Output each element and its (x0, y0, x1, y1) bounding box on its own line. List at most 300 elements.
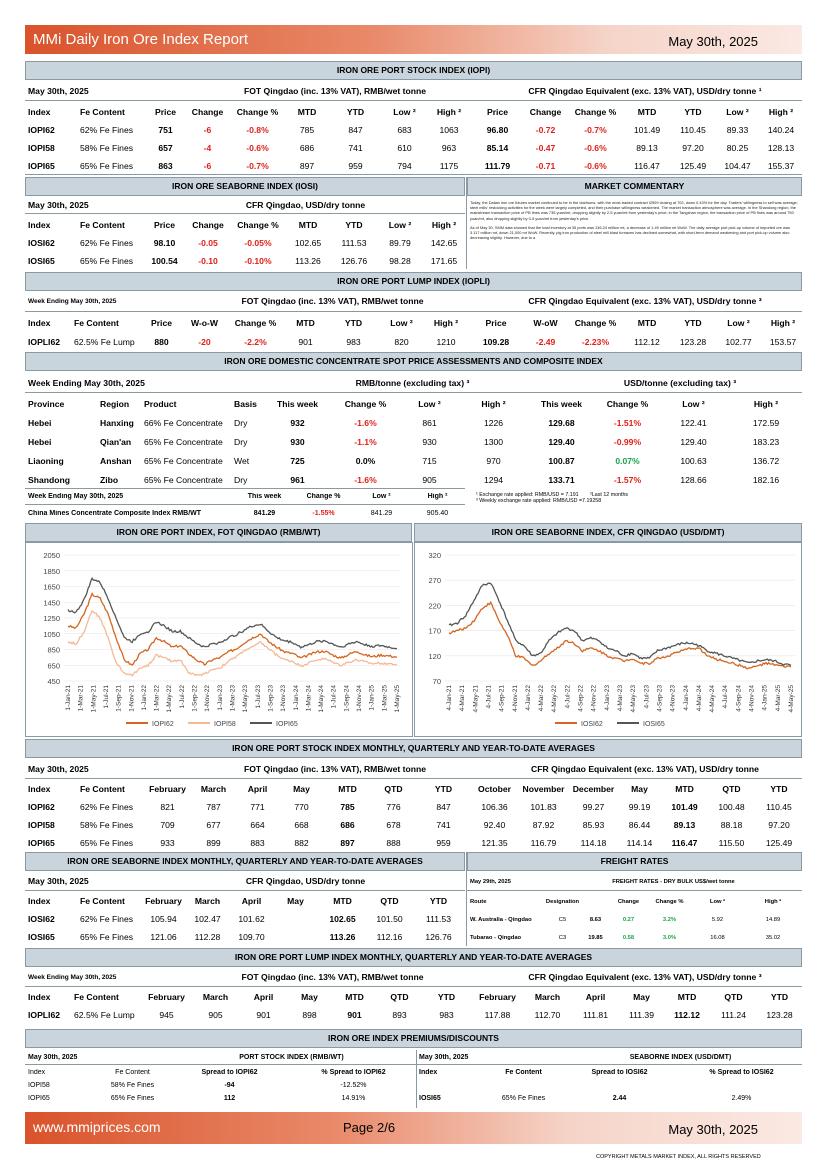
table-cell: 901 (256, 1010, 271, 1020)
table-cell: 65% Fe Concentrate (144, 474, 223, 485)
column-header: YTD (770, 784, 788, 794)
table-cell: 820 (394, 336, 409, 347)
column-header: Change % (574, 317, 617, 328)
table-cell: 58% Fe Fines (80, 143, 134, 153)
footer-date: May 30th, 2025 (668, 1122, 758, 1137)
column-header: QTD (384, 784, 403, 794)
table-cell: 100.54 (151, 256, 178, 266)
table-cell: 106.36 (481, 802, 508, 812)
table-cell: 62% Fe Fines (80, 238, 134, 248)
table-cell: 100.87 (548, 455, 575, 466)
table-cell: 140.24 (767, 125, 795, 135)
table-cell: 847 (348, 125, 363, 135)
column-header: MTD (296, 317, 315, 328)
table-cell: 2.44 (612, 1095, 627, 1102)
column-header: % Spread to IOPI62 (321, 1069, 386, 1076)
exchange-note-1: ¹ Exchange rate applied: RMB/USD = 7.191 (476, 492, 579, 498)
page-number: Page 2/6 (343, 1120, 396, 1135)
x-tick-label: 1-Mar-24 (305, 685, 313, 712)
column-header: Fe Content (80, 784, 125, 794)
table-cell: 898 (302, 1010, 317, 1020)
column-header: April (585, 992, 606, 1002)
premiums-title: IRON ORE INDEX PREMIUMS/DISCOUNTS (25, 1029, 802, 1048)
exchange-notes (476, 492, 656, 504)
table-cell: 2.49% (731, 1095, 752, 1102)
column-header: % Spread to IOSI62 (709, 1069, 774, 1076)
table-cell: 102.65 (294, 238, 322, 248)
table-cell: 121.06 (150, 932, 177, 942)
column-header: MTD (338, 784, 357, 794)
column-header: Low ² (726, 107, 749, 117)
composite-col-high: High ² (427, 493, 448, 500)
column-header: May (633, 992, 650, 1002)
table-cell: 66% Fe Concentrate (144, 417, 223, 428)
column-header: Change (192, 220, 224, 230)
composite-this-week: 841.29 (253, 510, 276, 517)
table-cell: 155.37 (767, 161, 795, 171)
x-tick-label: 1-Jul-22 (178, 685, 186, 709)
table-cell: 65% Fe Fines (80, 932, 134, 942)
column-header: Low ² (682, 398, 705, 409)
table-cell: 112.12 (674, 1010, 700, 1020)
table-cell: 683 (397, 125, 412, 135)
y-tick-label: 170 (428, 626, 441, 636)
table-cell: 863 (158, 161, 173, 171)
table-cell: 123.28 (679, 336, 707, 347)
column-header: High ² (433, 317, 459, 328)
table-cell: 62.5% Fe Lump (74, 336, 135, 347)
table-cell: IOPI58 (28, 820, 55, 830)
column-header: May (293, 784, 310, 794)
table-cell: 58% Fe Fines (80, 820, 134, 830)
iosi-date: May 30th, 2025 (28, 200, 89, 210)
x-tick-label: 4-Sep-24 (735, 685, 743, 712)
column-header: Fe Content (74, 992, 119, 1002)
table-cell: 126.76 (425, 932, 452, 942)
table-cell: Liaoning (28, 455, 64, 466)
table-cell: -1.6% (354, 474, 377, 485)
monthly-iopli-subheader (27, 969, 802, 985)
seaborne-index-chart (414, 542, 802, 737)
column-header: December (572, 784, 615, 794)
column-header: Fe Content (80, 896, 125, 906)
table-cell: IOPI62 (28, 125, 55, 135)
exchange-note-2: ²Last 12 months (590, 492, 629, 498)
table-cell: 96.80 (486, 125, 509, 135)
column-header: Change % (606, 398, 649, 409)
monthly-iopi-cfr-header: CFR Qingdao Equivalent (exc. 13% VAT), USD/dry tonne (531, 764, 759, 774)
y-tick-label: 1250 (43, 614, 60, 623)
table-cell: 610 (397, 143, 412, 153)
column-header: This week (540, 398, 583, 409)
monthly-iosi-table (27, 892, 465, 946)
table-cell: 1210 (436, 336, 456, 347)
x-tick-label: 1-Mar-22 (153, 685, 161, 712)
table-cell: 905 (208, 1010, 223, 1020)
table-cell: -0.72 (535, 125, 556, 135)
column-header: YTD (345, 220, 363, 230)
x-tick-label: 4-Nov-24 (748, 685, 756, 712)
table-cell: 102.47 (194, 914, 221, 924)
table-cell: -0.10% (244, 256, 272, 266)
table-cell: 113.26 (295, 256, 321, 266)
column-header: May (287, 896, 304, 906)
table-cell: 905 (422, 474, 437, 485)
table-cell: IOSI65 (419, 1095, 441, 1102)
table-cell: 19.85 (588, 935, 603, 941)
commentary-title: MARKET COMMENTARY (467, 177, 802, 196)
y-tick-label: 450 (47, 677, 60, 686)
column-header: May (301, 992, 318, 1002)
monthly-iopi-subheader (27, 761, 802, 777)
x-tick-label: 4-Mar-22 (538, 685, 546, 712)
column-header: Province (28, 398, 65, 409)
column-header: Index (28, 1069, 46, 1076)
column-header: MTD (345, 992, 364, 1002)
table-cell: 930 (290, 436, 305, 447)
table-cell: -20 (198, 336, 211, 347)
x-tick-label: 4-Sep-21 (498, 685, 506, 712)
table-cell: 847 (436, 802, 451, 812)
column-header: Low ² (418, 398, 441, 409)
composite-change: -1.55% (312, 510, 335, 517)
table-cell: 65% Fe Concentrate (144, 436, 223, 447)
table-cell: 153.57 (769, 336, 797, 347)
table-cell: -1.57% (613, 474, 642, 485)
table-cell: -2.49 (535, 336, 556, 347)
column-header: This week (276, 398, 319, 409)
domestic-table (27, 394, 802, 489)
table-cell: 128.13 (767, 143, 795, 153)
table-cell: 8.63 (589, 917, 602, 923)
table-cell: 715 (422, 455, 437, 466)
freight-title: FREIGHT RATES (467, 852, 802, 871)
table-cell: 113.26 (329, 932, 356, 942)
domestic-title: IRON ORE DOMESTIC CONCENTRATE SPOT PRICE ASSESSMENTS AND COMPOSITE INDEX (25, 352, 802, 371)
x-tick-label: 4-May-25 (788, 685, 795, 713)
table-cell: 901 (298, 336, 313, 347)
x-tick-label: 1-Jul-21 (102, 685, 110, 709)
table-cell: -2.2% (244, 336, 267, 347)
y-tick-label: 650 (47, 661, 60, 671)
column-header: Change % (655, 899, 684, 905)
table-cell: IOPI62 (28, 802, 55, 812)
table-cell: Hanxing (100, 417, 134, 428)
table-cell: -0.6% (584, 143, 607, 153)
exchange-note-3: ³ Weekly exchange rate applied: RMB/USD =7.19258 (476, 498, 602, 504)
table-cell: 751 (158, 125, 173, 135)
chart-right-title: IRON ORE SEABORNE INDEX, CFR QINGDAO (USD/DMT) (414, 523, 802, 542)
column-header: March (200, 784, 227, 794)
table-cell: 932 (290, 417, 305, 428)
table-cell: 959 (436, 838, 451, 848)
table-cell: 3.0% (662, 935, 677, 941)
table-cell: IOPLI62 (28, 336, 60, 347)
iopli-date: Week Ending May 30th, 2025 (28, 297, 117, 305)
table-cell: 770 (294, 802, 309, 812)
monthly-iopli-cfr-header: CFR Qingdao Equivalent (exc. 13% VAT), USD/dry tonne ³ (528, 972, 762, 982)
table-cell: 89.13 (673, 820, 696, 830)
x-tick-label: 1-Mar-21 (77, 685, 85, 712)
column-header: YTD (429, 896, 448, 906)
table-cell: 65% Fe Fines (80, 838, 134, 848)
table-cell: 115.50 (718, 838, 745, 848)
port-index-chart-svg (26, 543, 412, 736)
table-cell: 101.49 (633, 125, 661, 135)
column-header: Low ² (390, 317, 413, 328)
x-tick-label: 1-Nov-24 (356, 685, 364, 712)
table-cell: 102.65 (329, 914, 356, 924)
column-header: Fe Content (115, 1069, 150, 1076)
column-header: QTD (722, 784, 741, 794)
table-cell: 101.62 (238, 914, 265, 924)
premiums-right-date: May 30th, 2025 (419, 1053, 469, 1061)
table-cell: Zibo (100, 474, 119, 485)
table-cell: IOPI58 (28, 143, 55, 153)
x-tick-label: 4-Jul-21 (485, 685, 493, 709)
table-cell: 785 (299, 125, 315, 135)
x-tick-label: 1-Sep-24 (343, 685, 351, 712)
report-header (25, 25, 802, 54)
y-tick-label: 1850 (43, 566, 60, 576)
table-cell: 888 (386, 838, 401, 848)
x-tick-label: 4-Mar-23 (617, 685, 624, 712)
x-tick-label: 1-Jan-21 (65, 685, 72, 711)
table-cell: 89.33 (726, 125, 749, 135)
table-cell: 171.65 (430, 256, 458, 266)
column-header: MTD (675, 784, 694, 794)
table-cell: 963 (441, 143, 457, 153)
x-tick-label: 1-Mar-23 (229, 685, 237, 712)
composite-date: Week Ending May 30th, 2025 (28, 493, 124, 500)
table-cell: IOSI65 (28, 932, 55, 942)
column-header: May (631, 784, 648, 794)
x-tick-label: 4-Sep-23 (656, 685, 664, 712)
table-cell: 88.18 (720, 820, 743, 830)
column-header: Fe Content (505, 1069, 542, 1076)
column-header: High ² (770, 317, 796, 328)
table-cell: 983 (439, 1010, 454, 1020)
domestic-usd-header: USD/tonne (excluding tax) ³ (623, 377, 737, 388)
table-cell: 930 (422, 436, 437, 447)
domestic-rmb-header: RMB/tonne (excluding tax) ³ (355, 377, 470, 388)
table-cell: 0.07% (615, 455, 640, 466)
table-cell: 92.40 (483, 820, 506, 830)
column-header: YTD (684, 107, 702, 117)
x-tick-label: 4-Mar-24 (695, 685, 703, 712)
table-cell: 110.45 (680, 125, 706, 135)
table-cell: 101.49 (671, 802, 698, 812)
monthly-iopi-table (27, 780, 802, 852)
series-line-IOSI62 (449, 602, 791, 668)
copyright: COPYRIGHT METALS MARKET INDEX, ALL RIGHTS RESERVED (596, 1154, 761, 1160)
domestic-subheader (27, 374, 802, 391)
table-cell: 776 (386, 802, 401, 812)
table-cell: 111.79 (484, 161, 511, 171)
column-header: YTD (434, 784, 453, 794)
y-tick-label: 220 (428, 601, 441, 611)
y-tick-label: 1650 (43, 582, 60, 592)
iopi-table (27, 103, 802, 175)
y-tick-label: 1050 (43, 629, 60, 639)
column-header: MTD (297, 107, 317, 117)
composite-label: China Mines Concentrate Composite Index RMB/WT (28, 510, 202, 517)
column-header: Spread to IOSI62 (591, 1069, 648, 1076)
x-tick-label: 1-May-23 (242, 685, 250, 713)
column-header: Fe Content (80, 107, 125, 117)
column-header: April (253, 992, 274, 1002)
table-cell: -0.47 (535, 143, 556, 153)
table-cell: IOPI65 (28, 161, 55, 171)
column-header: March (194, 896, 221, 906)
table-cell: 101.83 (530, 802, 557, 812)
premiums-left-header: PORT STOCK INDEX (RMB/WT) (239, 1053, 344, 1061)
table-cell: 80.25 (726, 143, 749, 153)
column-header: High ² (431, 220, 457, 230)
domestic-date: Week Ending May 30th, 2025 (28, 377, 145, 388)
table-cell: 125.49 (765, 838, 793, 848)
table-cell: 893 (392, 1010, 407, 1020)
table-cell: 125.49 (679, 161, 707, 171)
column-header: February (479, 992, 516, 1002)
table-cell: 112.28 (194, 932, 221, 942)
monthly-iopi-date: May 30th, 2025 (28, 764, 89, 774)
column-header: MTD (298, 220, 318, 230)
port-index-chart (25, 542, 413, 737)
table-cell: 785 (340, 802, 355, 812)
column-header: Index (28, 317, 51, 328)
x-tick-label: 4-Sep-22 (577, 685, 585, 712)
table-cell: 678 (386, 820, 401, 830)
column-header: High ² (481, 398, 506, 409)
table-cell: 65% Fe Fines (110, 1095, 155, 1102)
x-tick-label: 4-May-24 (709, 685, 717, 713)
table-cell: -0.6% (246, 143, 269, 153)
table-cell: 116.47 (671, 838, 698, 848)
monthly-iosi-title: IRON ORE SEABORNE INDEX MONTHLY, QUARTERLY AND YEAR-TO-DATE AVERAGES (25, 852, 465, 871)
x-tick-label: 4-Jan-25 (761, 685, 769, 711)
x-tick-label: 4-Mar-21 (459, 685, 467, 712)
table-cell: IOPI65 (28, 838, 55, 848)
table-cell: 110.45 (766, 802, 792, 812)
column-header: QTD (390, 992, 409, 1002)
x-tick-label: 1-Nov-23 (280, 685, 288, 712)
table-cell: 0.0% (355, 455, 376, 466)
table-cell: 62.5% Fe Lump (74, 1010, 135, 1020)
table-cell: 136.72 (752, 455, 780, 466)
iopli-cfr-header: CFR Qingdao Equivalent (exc. 13% VAT), USD/dry tonne ³ (528, 296, 762, 306)
column-header: Product (144, 398, 177, 409)
table-cell: -0.71 (535, 161, 556, 171)
chart-left-title: IRON ORE PORT INDEX, FOT QINGDAO (RMB/WT) (25, 523, 412, 542)
column-header: YTD (437, 992, 456, 1002)
monthly-iopi-title: IRON ORE PORT STOCK INDEX MONTHLY, QUARTERLY AND YEAR-TO-DATE AVERAGES (25, 739, 802, 758)
table-cell: -0.05% (244, 238, 272, 248)
column-header: Designation (545, 899, 580, 905)
website-link[interactable]: www.mmiprices.com (33, 1119, 161, 1135)
table-cell: 121.35 (481, 838, 508, 848)
table-cell: 709 (160, 820, 175, 830)
table-cell: -0.99% (613, 436, 642, 447)
x-tick-label: 1-Sep-21 (115, 685, 123, 712)
y-tick-label: 2050 (43, 551, 60, 560)
iosi-cfr-header: CFR Qingdao, USD/dry tonne (245, 200, 366, 210)
x-tick-label: 1-Jul-24 (330, 685, 338, 709)
table-cell: -1.51% (613, 417, 642, 428)
column-header: W-oW (533, 317, 558, 328)
table-cell: 89.13 (636, 143, 658, 153)
table-cell: 111.53 (341, 238, 367, 248)
report-footer (25, 1112, 802, 1144)
column-header: High ² (753, 398, 779, 409)
report-date: May 30th, 2025 (668, 34, 758, 49)
table-cell: 116.47 (634, 161, 660, 171)
table-cell: -6 (203, 161, 212, 171)
table-cell: 100.63 (680, 455, 707, 466)
table-cell: -0.05 (198, 238, 218, 248)
monthly-iopli-date: Week Ending May 30th, 2025 (28, 973, 117, 981)
table-cell: Dry (234, 474, 248, 485)
table-cell: 899 (206, 838, 221, 848)
composite-col-change: Change % (306, 493, 341, 500)
table-cell: 0.27 (622, 917, 635, 923)
monthly-iosi-date: May 30th, 2025 (28, 876, 89, 886)
seaborne-index-chart-svg (415, 543, 801, 736)
column-header: February (149, 784, 186, 794)
iopi-date: May 30th, 2025 (28, 86, 89, 96)
column-header: February (148, 992, 185, 1002)
composite-col-low: Low ² (372, 493, 391, 500)
table-cell: 183.23 (752, 436, 780, 447)
table-cell: 62% Fe Fines (80, 802, 134, 812)
column-header: Price (486, 107, 509, 117)
table-cell: 16.08 (710, 935, 725, 941)
table-cell: 112.70 (534, 1010, 561, 1020)
table-cell: 129.40 (680, 436, 707, 447)
table-cell: -0.8% (246, 125, 269, 135)
column-header: Price (154, 107, 177, 117)
x-tick-label: 1-Sep-23 (267, 685, 275, 712)
table-cell: 882 (294, 838, 309, 848)
x-tick-label: 1-Nov-22 (204, 685, 212, 712)
table-cell: 100.48 (718, 802, 745, 812)
freight-date: May 29th, 2025 (470, 879, 511, 885)
column-header: Fe Content (80, 220, 125, 230)
legend-label: IOPI62 (152, 721, 174, 728)
composite-high: 905.40 (426, 510, 449, 517)
table-cell: 109.28 (482, 336, 510, 347)
x-tick-label: 1-May-22 (166, 685, 174, 713)
monthly-iosi-subheader (27, 873, 465, 889)
table-cell: 172.59 (752, 417, 780, 428)
x-tick-label: 4-Jul-23 (643, 685, 651, 709)
table-cell: 861 (422, 417, 437, 428)
table-cell: 970 (486, 455, 501, 466)
x-tick-label: 1-Jan-25 (368, 685, 376, 711)
iosi-title: IRON ORE SEABORNE INDEX (IOSI) (25, 177, 465, 196)
table-cell: 1294 (483, 474, 504, 485)
series-line-IOPI65 (68, 578, 397, 648)
table-cell: 5.92 (711, 917, 724, 923)
legend-label: IOSI62 (581, 721, 603, 728)
table-cell: Shandong (28, 474, 71, 485)
table-cell: W. Australia - Qingdao (470, 917, 532, 923)
column-header: Change % (234, 317, 277, 328)
premiums-left-date: May 30th, 2025 (28, 1053, 78, 1061)
table-cell: 122.41 (680, 417, 707, 428)
x-tick-label: 1-Jan-24 (292, 685, 300, 711)
table-cell: 109.70 (238, 932, 265, 942)
